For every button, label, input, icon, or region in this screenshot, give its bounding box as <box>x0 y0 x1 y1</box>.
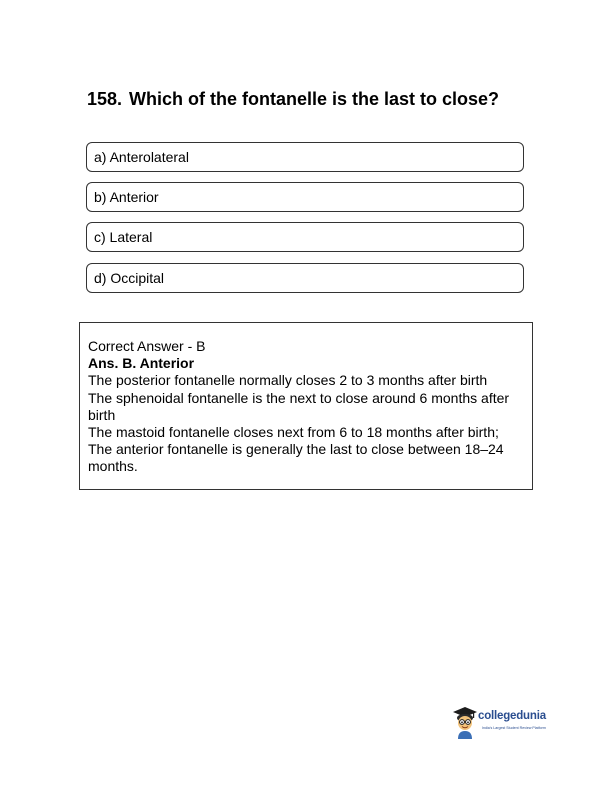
logo-tagline: India's Largest Student Review Platform <box>482 726 546 730</box>
correct-answer-line: Correct Answer - B <box>88 338 206 354</box>
logo-wordmark: collegedunia <box>478 710 546 722</box>
collegedunia-logo <box>452 705 572 739</box>
option-c[interactable]: c) Lateral <box>86 222 524 252</box>
question-heading <box>87 88 527 110</box>
answer-title: Ans. B. Anterior <box>88 355 195 372</box>
explanation-line: The sphenoidal fontanelle is the next to close around 6 months after birth <box>88 389 510 423</box>
explanation-line: The anterior fontanelle is generally the last to close between 18–24 months. <box>88 441 504 475</box>
explanation-line: The posterior fontanelle normally closes 2 to 3 months after birth <box>88 372 488 389</box>
option-a[interactable]: a) Anterolateral <box>86 142 524 172</box>
question-number: 158. <box>87 89 123 109</box>
option-b[interactable]: b) Anterior <box>86 182 524 212</box>
option-d[interactable]: d) Occipital <box>86 263 524 293</box>
question-text: Which of the fontanelle is the last to close? <box>129 89 500 109</box>
answer-box <box>79 322 533 490</box>
explanation-line: The mastoid fontanelle closes next from 6 to 18 months after birth; <box>88 424 499 441</box>
mascot-icon <box>452 705 478 739</box>
